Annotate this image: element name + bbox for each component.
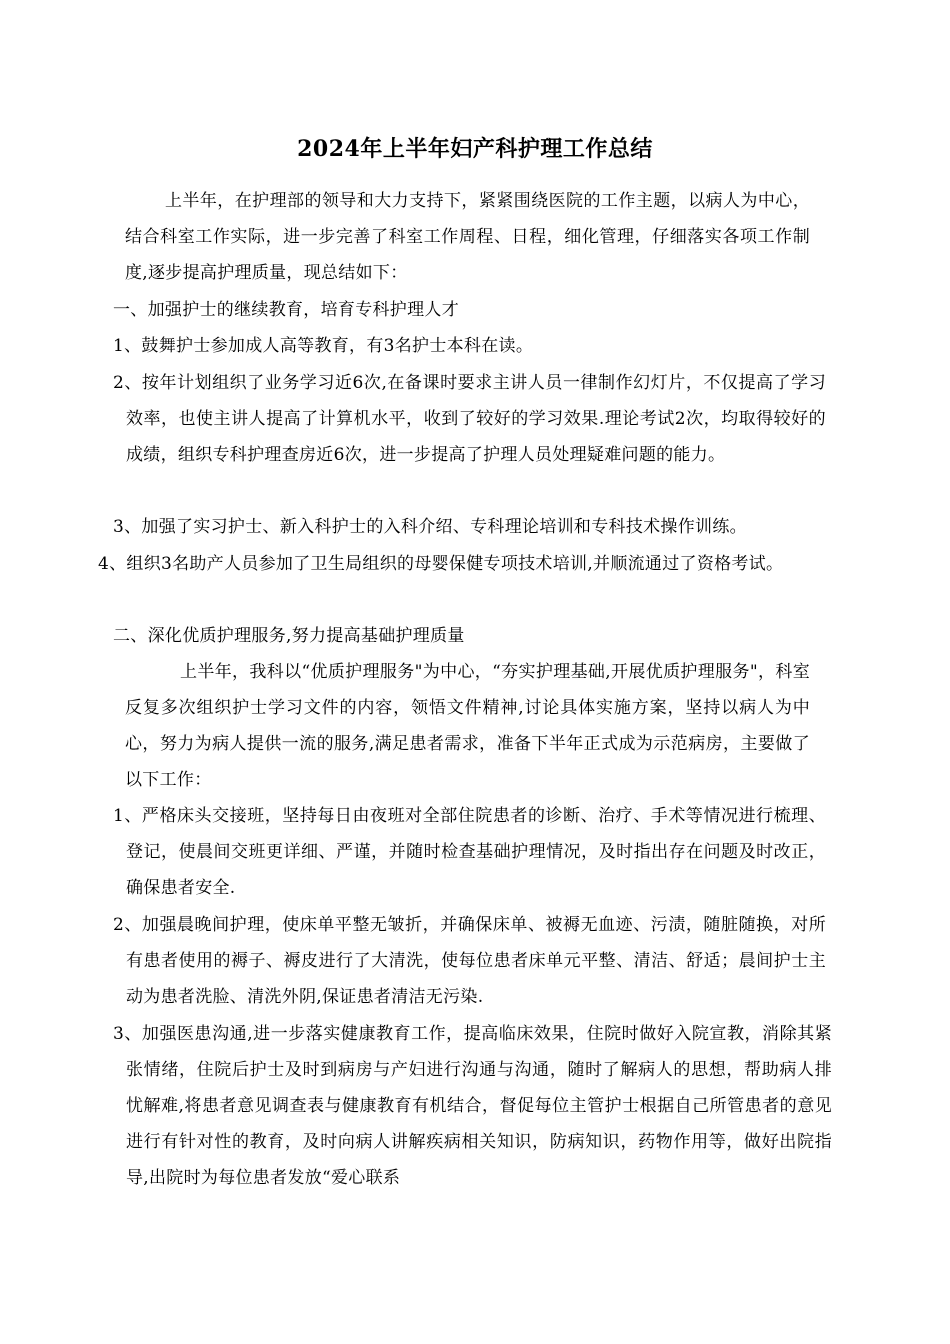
section-1-item-1: 1、鼓舞护士参加成人高等教育，有3名护士本科在读。 bbox=[113, 336, 534, 356]
section-1-item-2-text: 2、按年计划组织了业务学习近6次,在备课时要求主讲人员一律制作幻灯片，不仅提高了学习效率，也使主讲人提高了计算机水平，收到了较好的学习效果.理论考试2次，均取得较好的成绩，组织专科护理查房近6次，进一步提高了护理人员处理疑难问题的能力。 bbox=[113, 373, 826, 465]
section-2-intro-paragraph: 上半年，我科以“优质护理服务"为中心，“夯实护理基础,开展优质护理服务"，科室反复多次组织护士学习文件的内容，领悟文件精神,讨论具体实施方案，坚持以病人为中心，努力为病人提供一流的服务,满足患者需求，准备下半年正式成为示范病房，主要做了以下工作： bbox=[125, 662, 810, 790]
section-2-item-1-text: 1、严格床头交接班，坚持每日由夜班对全部住院患者的诊断、治疗、手术等情况进行梳理、登记，使晨间交班更详细、严谨，并随时检查基础护理情况，及时指出存在问题及时改正，确保患者安全. bbox=[113, 806, 826, 898]
section-1-item-3: 3、加强了实习护士、新入科护士的入科介绍、专科理论培训和专科技术操作训练。 bbox=[113, 517, 747, 537]
document-title: 2024年上半年妇产科护理工作总结 bbox=[297, 136, 653, 162]
intro-paragraph: 上半年，在护理部的领导和大力支持下，紧紧围绕医院的工作主题，以病人为中心，结合科室工作实际，进一步完善了科室工作周程、日程，细化管理，仔细落实各项工作制度,逐步提高护理质量，现总结如下： bbox=[125, 191, 810, 283]
section-2-item-3-text: 3、加强医患沟通,进一步落实健康教育工作，提高临床效果，住院时做好入院宣教，消除其紧张情绪，住院后护士及时到病房与产妇进行沟通与沟通，随时了解病人的思想，帮助病人排忧解难,将患者意见调查表与健康教育有机结合，督促每位主管护士根据自己所管患者的意见进行有针对性的教育，及时向病人讲解疾病相关知识，防病知识，药物作用等，做好出院指导,出院时为每位患者发放“爱心联系 bbox=[113, 1024, 832, 1188]
section-2-item-3 bbox=[113, 1016, 832, 1196]
section-1-item-4: 4、组织3名助产人员参加了卫生局组织的母婴保健专项技术培训,并顺流通过了资格考试。 bbox=[98, 554, 784, 574]
section-1-heading: 一、加强护士的继续教育，培育专科护理人才 bbox=[113, 300, 459, 320]
section-2-heading: 二、深化优质护理服务,努力提高基础护理质量 bbox=[113, 626, 465, 646]
section-2-item-2-text: 2、加强晨晚间护理，使床单平整无皱折，并确保床单、被褥无血迹、污渍，随脏随换，对所有患者使用的褥子、褥皮进行了大清洗，使每位患者床单元平整、清洁、舒适；晨间护士主动为患者洗脸、清洗外阴,保证患者清洁无污染. bbox=[113, 915, 826, 1007]
section-2-item-1 bbox=[113, 798, 826, 906]
section-2-item-2 bbox=[113, 907, 826, 1015]
section-1-item-2 bbox=[113, 365, 826, 473]
